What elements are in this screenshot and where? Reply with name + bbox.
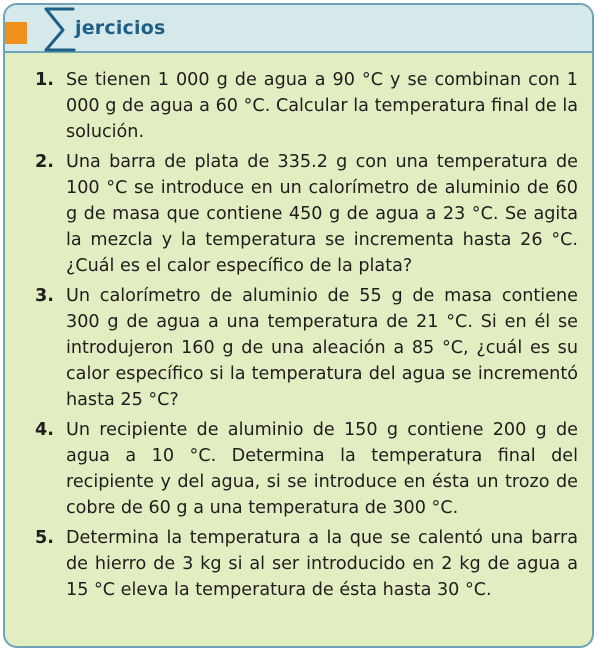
exercises-panel <box>3 3 594 648</box>
exercise-number: 5. <box>35 528 54 548</box>
exercise-item <box>5 149 592 279</box>
exercise-number: 3. <box>35 286 54 306</box>
exercise-number: 2. <box>35 152 54 172</box>
sigma-icon <box>38 6 78 52</box>
exercise-number: 1. <box>35 70 54 90</box>
exercise-text: Un recipiente de aluminio de 150 g contiene 200 g de agua a 10 °C. Determina la temperatura final del recipiente y del agua, si se introduce en ésta un trozo de cobre de 60 g a una temperatura de 300 °C. <box>66 420 578 518</box>
orange-tab-marker <box>5 22 27 44</box>
exercise-number: 4. <box>35 420 54 440</box>
exercise-item <box>5 283 592 413</box>
exercise-item <box>5 67 592 145</box>
header-divider <box>5 51 592 53</box>
exercise-list <box>5 67 592 607</box>
exercise-text: Un calorímetro de aluminio de 55 g de masa contiene 300 g de agua a una temperatura de 21 °C. Si en él se introdujeron 160 g de una aleación a 85 °C, ¿cuál es su calor específico si la temperatura del agua se incrementó hasta 25 °C? <box>66 286 578 410</box>
exercise-text: Determina la temperatura a la que se calentó una barra de hierro de 3 kg si al ser introducido en 2 kg de agua a 15 °C eleva la temperatura de ésta hasta 30 °C. <box>66 528 578 600</box>
exercise-item <box>5 417 592 521</box>
exercise-text: Una barra de plata de 335.2 g con una temperatura de 100 °C se introduce en un calorímetro de aluminio de 60 g de masa que contiene 450 g de agua a 23 °C. Se agita la mezcla y la temperatura se incrementa hasta 26 °C. ¿Cuál es el calor específico de la plata? <box>66 152 578 276</box>
exercise-item <box>5 525 592 603</box>
section-title: jercicios <box>75 17 166 39</box>
exercise-text: Se tienen 1 000 g de agua a 90 °C y se combinan con 1 000 g de agua a 60 °C. Calcular la temperatura final de la solución. <box>66 70 578 142</box>
